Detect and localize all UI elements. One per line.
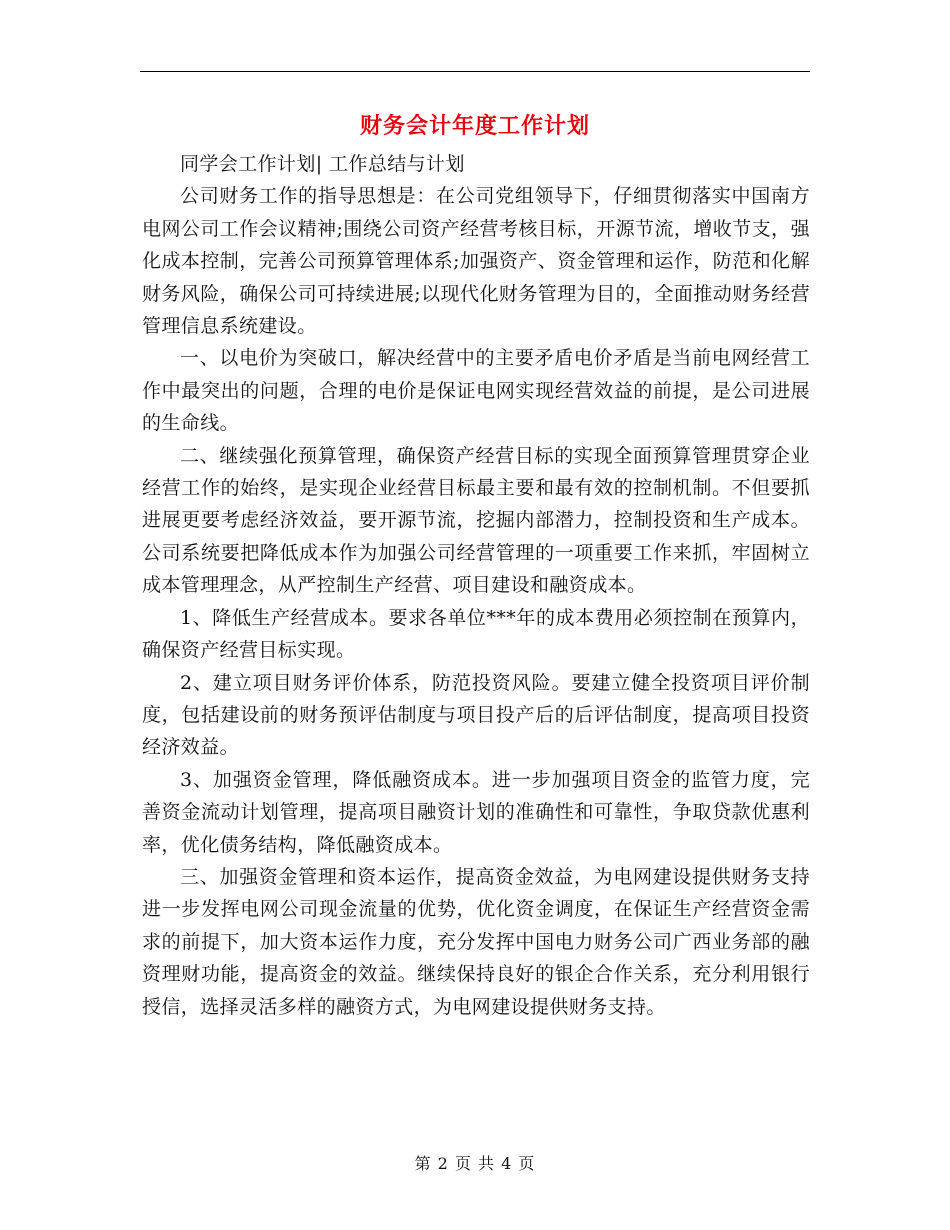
document-body	[142, 148, 810, 1023]
page-footer	[0, 1152, 950, 1176]
paragraph-item-2: 2、建立项目财务评价体系，防范投资风险。要建立健全投资项目评价制度，包括建设前的财务预评估制度与项目投产后的后评估制度，提高项目投资经济效益。	[142, 671, 810, 759]
paragraph-section-three: 三、加强资金管理和资本运作，提高资金效益，为电网建设提供财务支持进一步发挥电网公司现金流量的优势，优化资金调度，在保证生产经营资金需求的前提下，加大资本运作力度，充分发挥中国电力财务公司广西业务部的融资理财功能，提高资金的效益。继续保持良好的银企合作关系，充分利用银行授信，选择灵活多样的融资方式，为电网建设提供财务支持。	[142, 865, 810, 1018]
paragraph-section-one: 一、以电价为突破口，解决经营中的主要矛盾电价矛盾是当前电网经营工作中最突出的问题，合理的电价是保证电网实现经营效益的前提，是公司进展的生命线。	[142, 347, 810, 435]
page-number: 第 2 页 共 4 页	[414, 1154, 536, 1173]
paragraph-section-two: 二、继续强化预算管理，确保资产经营目标的实现全面预算管理贯穿企业经营工作的始终，是实现企业经营目标最主要和最有效的控制机制。不但要抓进展更要考虑经济效益，要开源节流，挖掘内部潜力，控制投资和生产成本。公司系统要把降低成本作为加强公司经营管理的一项重要工作来抓，牢固树立成本管理理念，从严控制生产经营、项目建设和融资成本。	[142, 444, 810, 597]
header-rule	[140, 71, 810, 72]
paragraph-guiding-principle: 公司财务工作的指导思想是：在公司党组领导下，仔细贯彻落实中国南方电网公司工作会议精神;围绕公司资产经营考核目标，开源节流，增收节支，强化成本控制，完善公司预算管理体系;加强资产、资金管理和运作，防范和化解财务风险，确保公司可持续进展;以现代化财务管理为目的，全面推动财务经营管理信息系统建设。	[142, 185, 810, 338]
paragraph-item-3: 3、加强资金管理，降低融资成本。进一步加强项目资金的监管力度，完善资金流动计划管理，提高项目融资计划的准确性和可靠性，争取贷款优惠利率，优化债务结构，降低融资成本。	[142, 768, 810, 856]
paragraph-item-1: 1、降低生产经营成本。要求各单位***年的成本费用必须控制在预算内，确保资产经营目标实现。	[142, 606, 810, 662]
paragraph-subtitle: 同学会工作计划| 工作总结与计划	[180, 153, 465, 175]
document-title: 财务会计年度工作计划	[359, 113, 590, 139]
